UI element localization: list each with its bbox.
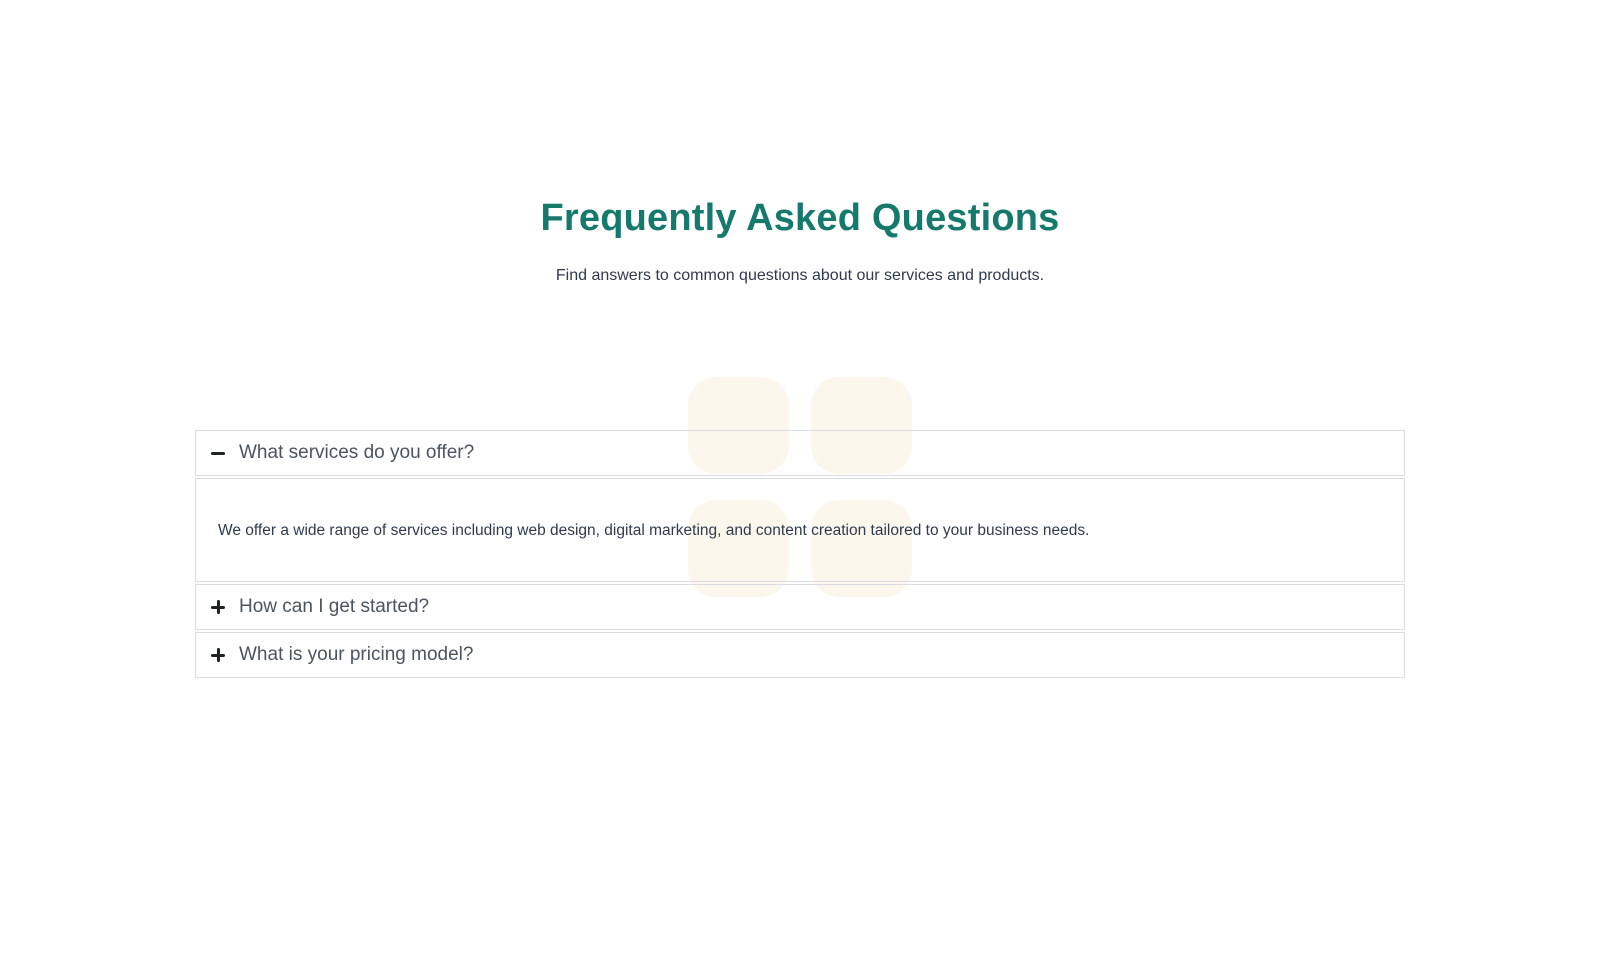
minus-icon (210, 445, 226, 461)
faq-answer-text: We offer a wide range of services including web design, digital marketing, and content creation tailored to your business needs. (218, 521, 1090, 539)
plus-icon (210, 599, 226, 615)
faq-header (0, 197, 1600, 286)
faq-item-get-started-header[interactable] (195, 584, 1405, 630)
faq-question: What is your pricing model? (239, 644, 474, 665)
faq-item-pricing-header[interactable] (195, 632, 1405, 678)
faq-question: How can I get started? (239, 596, 430, 617)
faq-item-services-header[interactable] (195, 430, 1405, 476)
faq-question: What services do you offer? (239, 442, 475, 463)
plus-icon (210, 647, 226, 663)
faq-accordion (195, 430, 1405, 680)
page-title: Frequently Asked Questions (540, 197, 1060, 239)
faq-item-services-answer (195, 478, 1405, 582)
page-subtitle: Find answers to common questions about our services and products. (555, 267, 1045, 284)
